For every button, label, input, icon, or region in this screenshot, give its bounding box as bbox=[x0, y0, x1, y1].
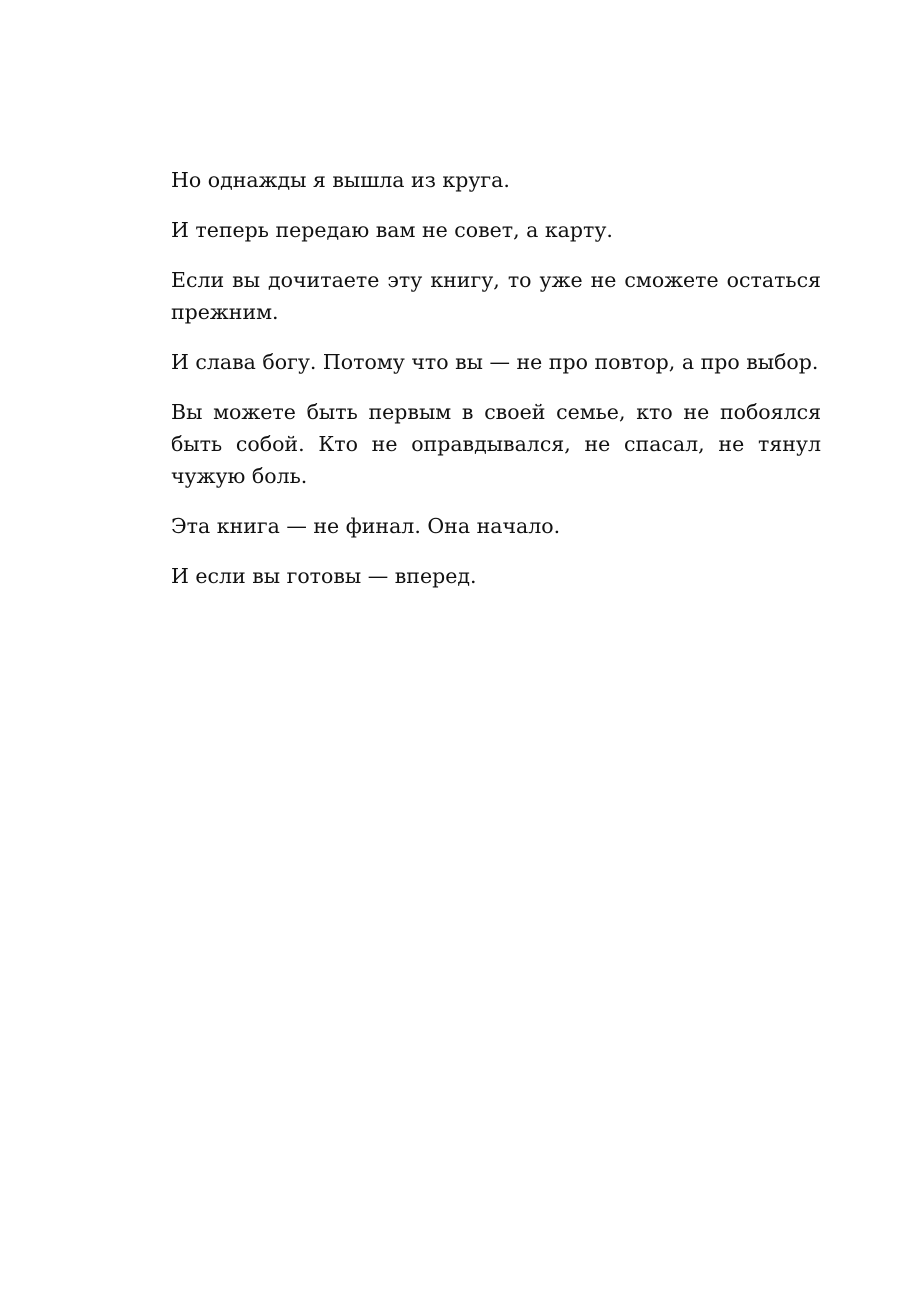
body-text bbox=[171, 164, 821, 610]
paragraph-1: Но однажды я вышла из круга. bbox=[171, 168, 510, 192]
paragraph-5: Вы можете быть первым в своей семье, кто не побоялся быть собой. Кто не оправдывался, не спасал, не тянул чужую боль. bbox=[171, 400, 821, 488]
paragraph-2: И теперь передаю вам не совет, а карту. bbox=[171, 218, 613, 242]
paragraph-3: Если вы дочитаете эту книгу, то уже не сможете остаться прежним. bbox=[171, 268, 821, 324]
paragraph-7: И если вы готовы — вперед. bbox=[171, 564, 477, 588]
paragraph-6: Эта книга — не финал. Она начало. bbox=[171, 514, 561, 538]
paragraph-4: И слава богу. Потому что вы — не про повтор, а про выбор. bbox=[171, 350, 819, 374]
